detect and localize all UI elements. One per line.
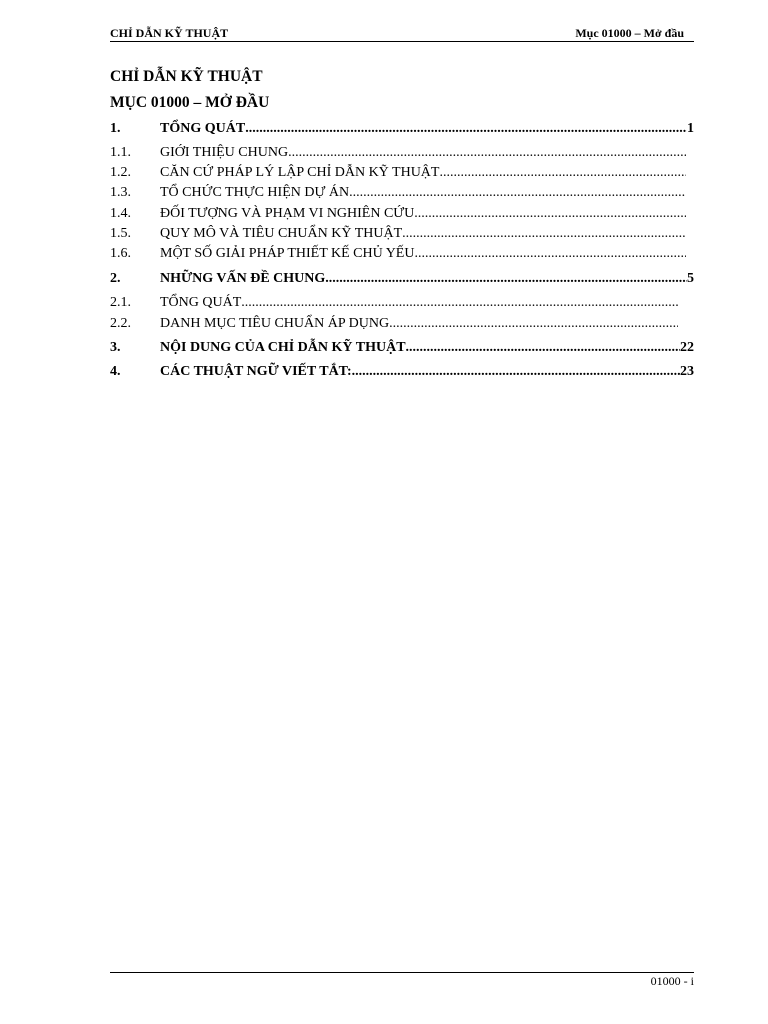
toc-label: NHỮNG VẤN ĐỀ CHUNG [160, 271, 326, 286]
toc-page-number: 5 [687, 271, 694, 286]
toc-label: CÁC THUẬT NGỮ VIẾT TẮT: [160, 364, 352, 379]
toc-entry-1-5[interactable] [110, 224, 686, 243]
toc-leader [352, 362, 680, 381]
page-header [110, 26, 694, 42]
footer-page-number: 01000 - i [650, 974, 694, 988]
toc-number: 1.3. [110, 185, 131, 200]
toc-leader [414, 244, 686, 263]
toc-label: QUY MÔ VÀ TIÊU CHUẨN KỸ THUẬT [160, 226, 403, 241]
toc-entry-1-1[interactable] [110, 143, 686, 162]
toc-number: 1.4. [110, 206, 131, 221]
toc-leader [241, 293, 678, 312]
toc-entry-1[interactable] [110, 119, 694, 138]
toc-label: TỔ CHỨC THỰC HIỆN DỰ ÁN [160, 185, 350, 200]
toc-page-number: 23 [680, 364, 694, 379]
toc-leader [439, 163, 686, 182]
toc-label: TỔNG QUÁT [160, 121, 246, 136]
toc-number: 1. [110, 121, 121, 136]
toc-entry-2-1[interactable] [110, 293, 678, 312]
toc-label: CĂN CỨ PHÁP LÝ LẬP CHỈ DẪN KỸ THUẬT [160, 165, 440, 180]
header-document-title: CHỈ DẪN KỸ THUẬT [110, 26, 229, 40]
toc-entry-4[interactable] [110, 362, 694, 381]
toc-leader [402, 224, 686, 243]
toc-entry-2[interactable] [110, 269, 694, 288]
toc-entry-3[interactable] [110, 338, 694, 357]
toc-label: TỔNG QUÁT [160, 295, 242, 310]
toc-entry-1-2[interactable] [110, 163, 686, 182]
toc-number: 3. [110, 340, 121, 355]
toc-label: MỘT SỐ GIẢI PHÁP THIẾT KẾ CHỦ YẾU [160, 246, 415, 261]
toc-number: 1.2. [110, 165, 131, 180]
toc-leader [325, 269, 687, 288]
toc-number: 1.1. [110, 145, 131, 160]
toc-number: 2.2. [110, 316, 131, 331]
toc-leader [245, 119, 687, 138]
toc-entry-2-2[interactable] [110, 314, 678, 333]
toc-leader [414, 204, 686, 223]
toc-label: NỘI DUNG CỦA CHỈ DẪN KỸ THUẬT [160, 340, 406, 355]
toc-label: DANH MỤC TIÊU CHUẨN ÁP DỤNG [160, 316, 390, 331]
toc-entry-1-4[interactable] [110, 204, 686, 223]
toc-label: ĐỐI TƯỢNG VÀ PHẠM VI NGHIÊN CỨU [160, 206, 415, 221]
toc-leader [389, 314, 678, 333]
toc-number: 1.6. [110, 246, 131, 261]
toc-page-number: 1 [687, 121, 694, 136]
page-footer [110, 972, 694, 988]
toc-leader [288, 143, 686, 162]
document-title: CHỈ DẪN KỸ THUẬT [110, 68, 263, 85]
toc-number: 4. [110, 364, 121, 379]
toc-number: 2. [110, 271, 121, 286]
toc-leader [406, 338, 680, 357]
toc-number: 1.5. [110, 226, 131, 241]
toc-leader [349, 183, 686, 202]
toc-page-number: 22 [680, 340, 694, 355]
toc-entry-1-3[interactable] [110, 183, 686, 202]
toc-label: GIỚI THIỆU CHUNG [160, 145, 289, 160]
section-title: MỤC 01000 – MỞ ĐẦU [110, 94, 270, 111]
toc-number: 2.1. [110, 295, 131, 310]
toc-entry-1-6[interactable] [110, 244, 686, 263]
header-section-title: Mục 01000 – Mở đầu [575, 26, 684, 40]
